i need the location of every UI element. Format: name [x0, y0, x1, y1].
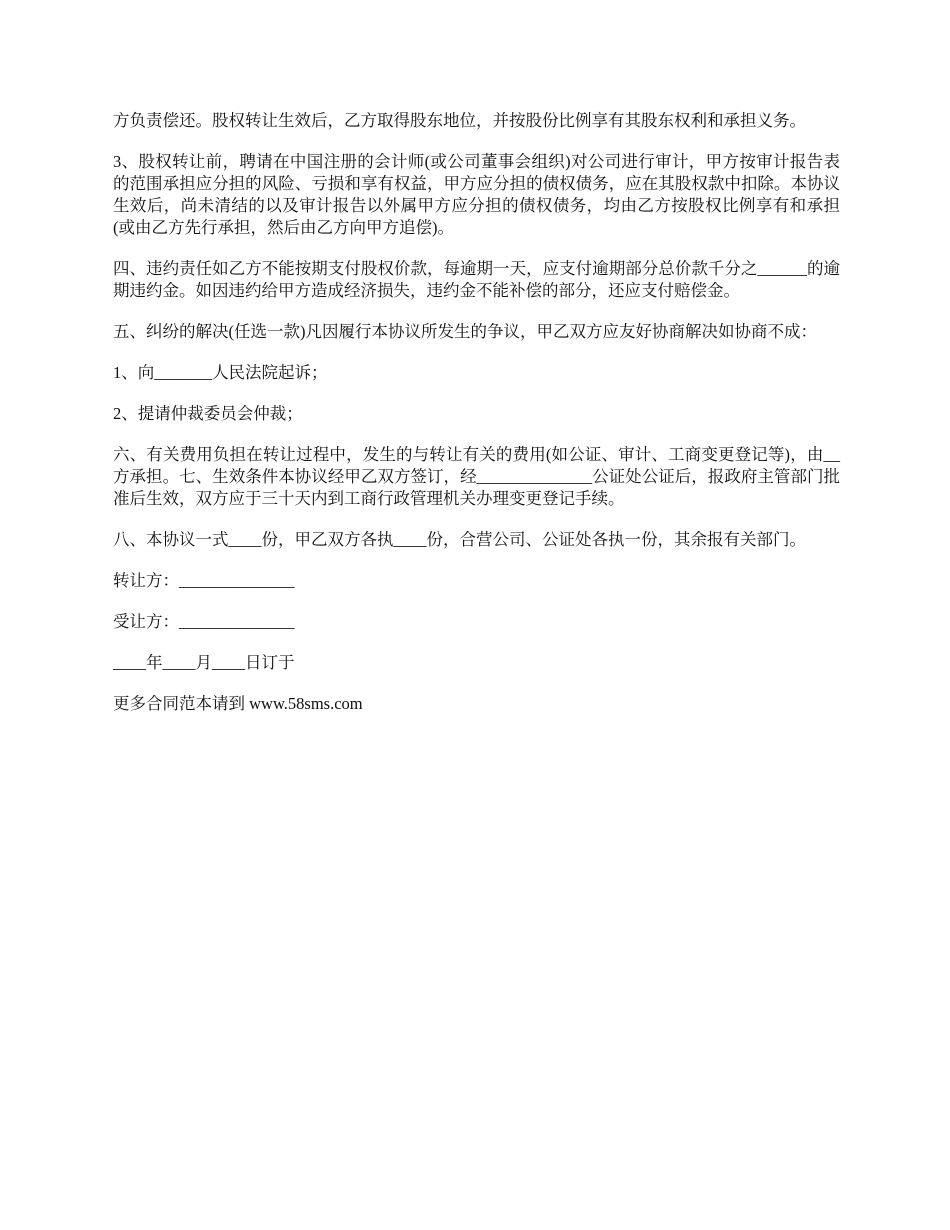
footer-more-templates: 更多合同范本请到 www.58sms.com — [113, 694, 363, 713]
document-page — [113, 110, 840, 734]
paragraph-dispute-resolution: 五、纠纷的解决(任选一款)凡因履行本协议所发生的争议，甲乙双方应友好协商解决如协商不成： — [113, 322, 817, 341]
paragraph-breach-liability: 四、违约责任如乙方不能按期支付股权价款，每逾期一天，应支付逾期部分总价款千分之______的逾期违约金。如因违约给甲方造成经济损失，违约金不能补偿的部分，还应支付赔偿金。 — [113, 259, 840, 300]
paragraph-audit-clause: 3、股权转让前，聘请在中国注册的会计师(或公司董事会组织)对公司进行审计，甲方按审计报告表的范围承担应分担的风险、亏损和享有权益，甲方应分担的债权债务，应在其股权款中扣除。本协议生效后，尚未清结的以及审计报告以外属甲方应分担的债权债务，均由乙方按股权比例享有和承担(或由乙方先行承担，然后由乙方向甲方追偿)。 — [113, 152, 840, 237]
signing-date: ____年____月____日订于 — [113, 653, 295, 672]
signature-transferor: 转让方：______________ — [113, 571, 295, 590]
paragraph-transfer-effect: 方负责偿还。股权转让生效后，乙方取得股东地位，并按股份比例享有其股东权利和承担义务。 — [113, 111, 806, 130]
paragraph-copies: 八、本协议一式____份，甲乙双方各执____份，合营公司、公证处各执一份，其余报有关部门。 — [113, 530, 806, 549]
paragraph-option-court: 1、向_______人民法院起诉； — [113, 363, 328, 382]
signature-transferee: 受让方：______________ — [113, 612, 295, 631]
paragraph-option-arbitration: 2、提请仲裁委员会仲裁； — [113, 404, 303, 423]
paragraph-fees-effectiveness: 六、有关费用负担在转让过程中，发生的与转让有关的费用(如公证、审计、工商变更登记等)，由__方承担。七、生效条件本协议经甲乙双方签订，经______________公证处公证后，报政府主管部门批准后生效，双方应于三十天内到工商行政管理机关办理变更登记手续。 — [113, 445, 840, 508]
